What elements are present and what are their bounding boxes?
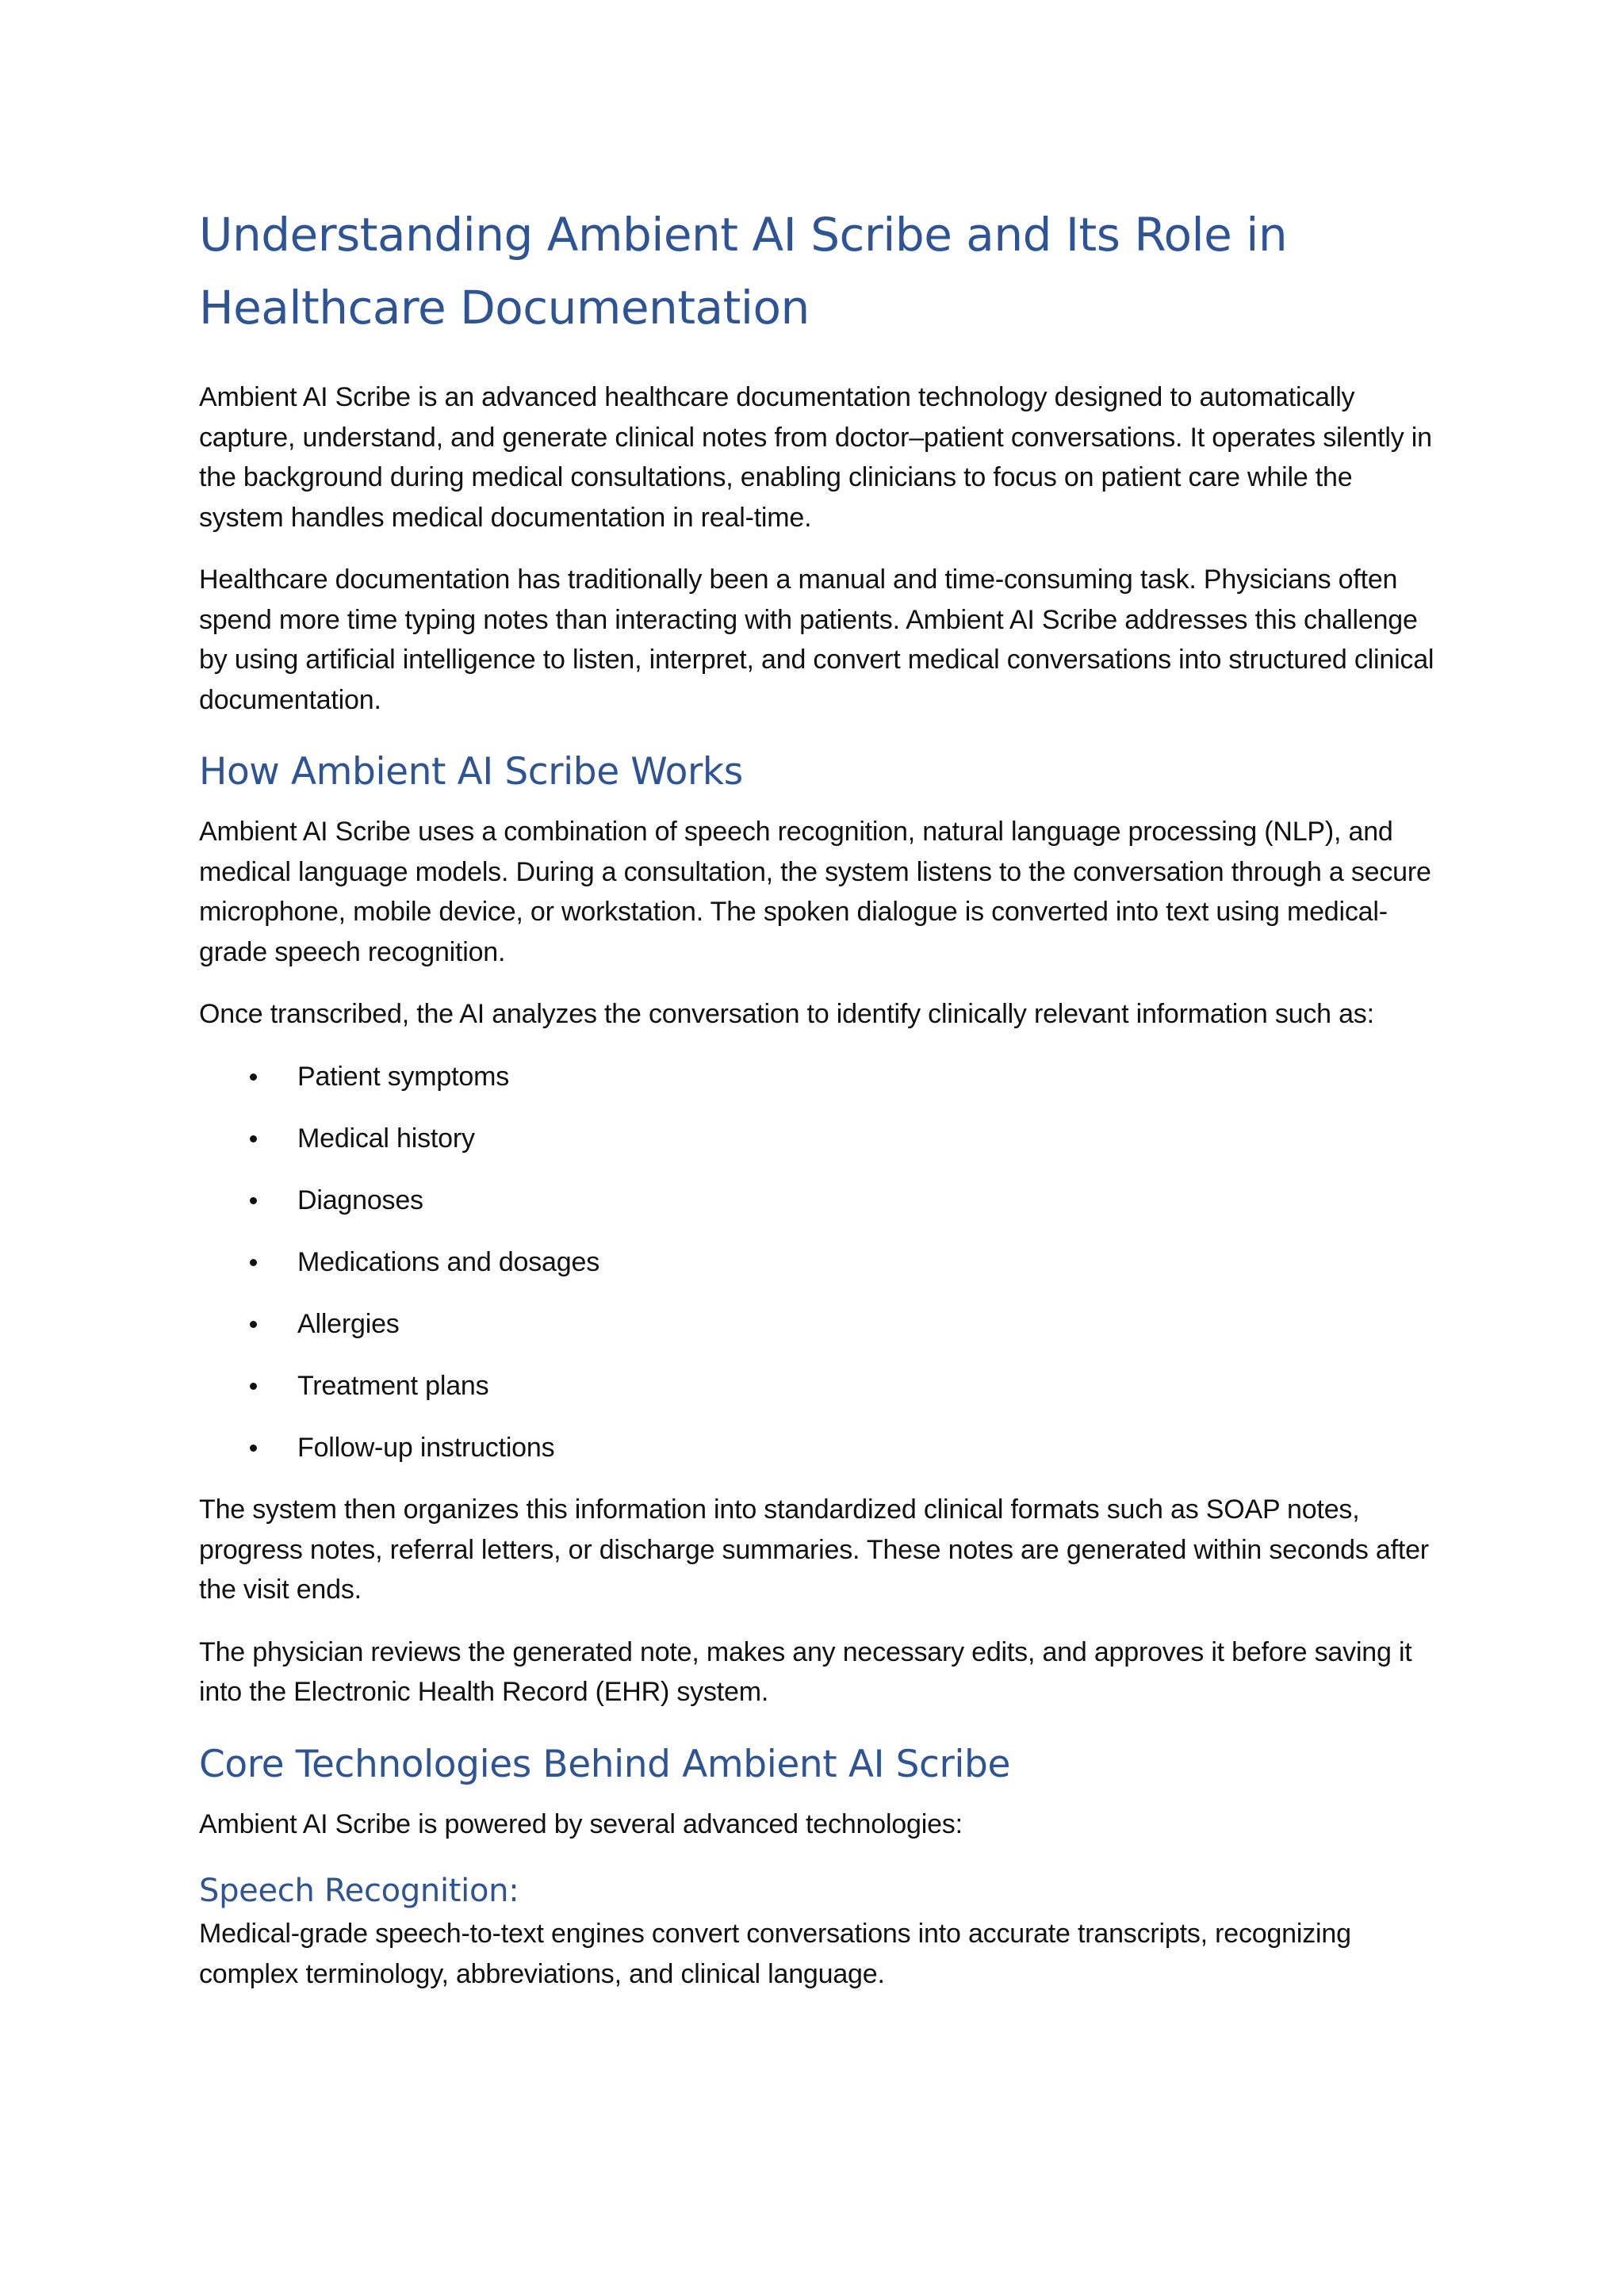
list-item-text: Allergies	[297, 1308, 400, 1339]
speech-recognition-paragraph: Medical-grade speech-to-text engines convert conversations into accurate transcripts, recognizing complex terminology, abbreviations, and clinical language.	[199, 1919, 1351, 1989]
list-item-text: Follow-up instructions	[297, 1432, 555, 1463]
bullet-icon	[250, 1445, 257, 1452]
list-item-text: Patient symptoms	[297, 1061, 510, 1092]
document-title: Understanding Ambient AI Scribe and Its Role in Healthcare Documentation	[199, 208, 1288, 335]
list-item-text: Diagnoses	[297, 1184, 423, 1215]
list-item-text: Medical history	[297, 1123, 475, 1154]
list-item	[199, 1366, 1436, 1406]
intro-paragraph-1: Ambient AI Scribe is an advanced healthcare documentation technology designed to automatically capture, understand, and generate clinical notes from doctor–patient conversations. It operates silently in the background during medical consultations, enabling clinicians to focus on patient care while the system handles medical documentation in real-time.	[199, 382, 1432, 533]
list-item	[199, 1119, 1436, 1159]
list-item-text: Treatment plans	[297, 1370, 489, 1401]
bullet-icon	[250, 1259, 257, 1266]
document-page	[199, 198, 1436, 2016]
section-heading-how-it-works: How Ambient AI Scribe Works	[199, 750, 743, 794]
bullet-icon	[250, 1135, 257, 1142]
how-paragraph-1: Ambient AI Scribe uses a combination of speech recognition, natural language processing (NLP), and medical language models. During a consultation, the system listens to the conversation through a secure microphone, mobile device, or workstation. The spoken dialogue is converted into text using medical-grade speech recognition.	[199, 817, 1431, 967]
section-heading-core-technologies: Core Technologies Behind Ambient AI Scribe	[199, 1742, 1011, 1786]
how-paragraph-2: Once transcribed, the AI analyzes the conversation to identify clinically relevant information such as:	[199, 999, 1374, 1029]
clinical-info-list	[199, 1057, 1436, 1468]
list-item-text: Medications and dosages	[297, 1246, 599, 1277]
bullet-icon	[250, 1073, 257, 1081]
list-item	[199, 1428, 1436, 1468]
how-paragraph-4: The physician reviews the generated note, makes any necessary edits, and approves it before saving it into the Electronic Health Record (EHR) system.	[199, 1636, 1412, 1707]
bullet-icon	[250, 1383, 257, 1390]
list-item	[199, 1057, 1436, 1097]
subsection-heading-speech-recognition: Speech Recognition:	[199, 1873, 519, 1909]
bullet-icon	[250, 1321, 257, 1328]
bullet-icon	[250, 1197, 257, 1204]
core-paragraph-1: Ambient AI Scribe is powered by several advanced technologies:	[199, 1808, 963, 1839]
intro-paragraph-2: Healthcare documentation has traditionally been a manual and time-consuming task. Physicians often spend more time typing notes than interacting with patients. Ambient AI Scribe addresses this challenge by using artificial intelligence to listen, interpret, and convert medical conversations into structured clinical documentation.	[199, 564, 1434, 715]
list-item	[199, 1181, 1436, 1221]
how-paragraph-3: The system then organizes this information into standardized clinical formats such as SOAP notes, progress notes, referral letters, or discharge summaries. These notes are generated within seconds after the visit ends.	[199, 1494, 1429, 1605]
list-item	[199, 1304, 1436, 1345]
list-item	[199, 1242, 1436, 1283]
